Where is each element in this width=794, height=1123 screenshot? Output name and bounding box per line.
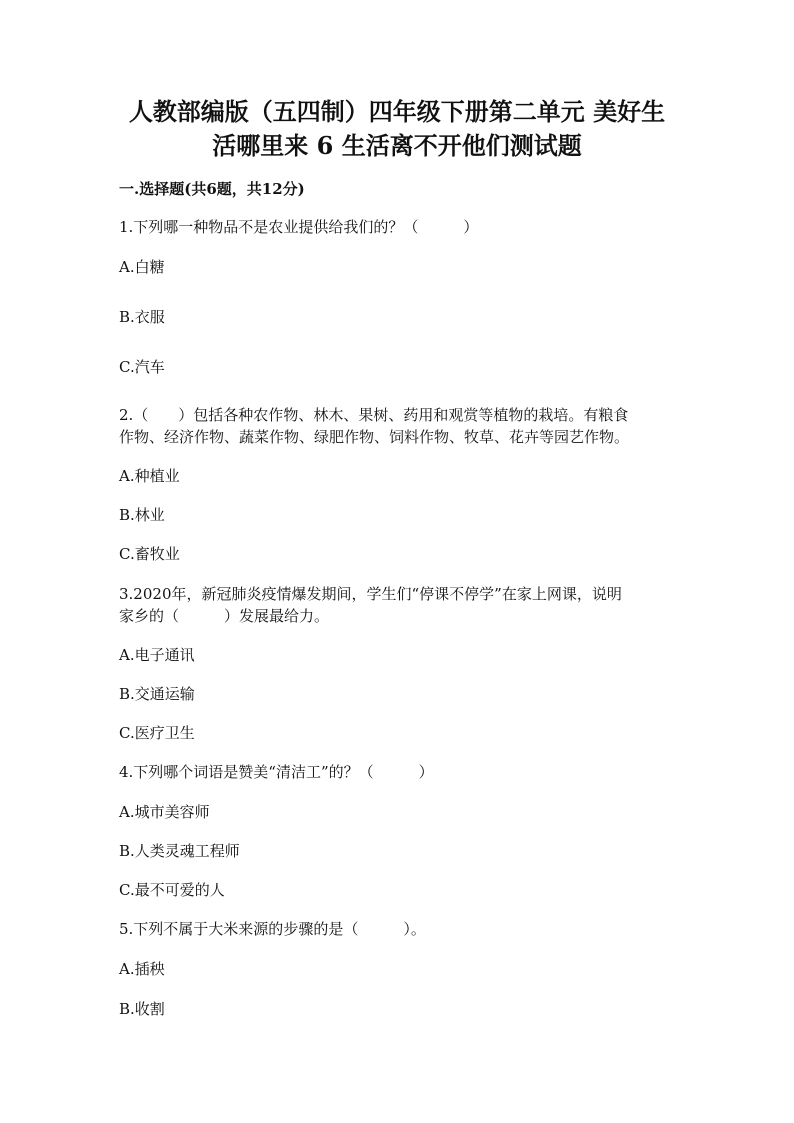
question-1-option-c: C.汽车: [119, 358, 165, 376]
question-3-option-a: A.电子通讯: [119, 646, 195, 664]
question-4-option-a: A.城市美容师: [119, 803, 210, 821]
question-2-text-line-1: 2.（ ）包括各种农作物、林木、果树、药用和观赏等植物的栽培。有粮食: [119, 406, 629, 424]
question-1-text: 1.下列哪一种物品不是农业提供给我们的？（ ）: [119, 218, 479, 236]
question-3-option-b: B.交通运输: [119, 685, 195, 703]
question-2-option-b: B.林业: [119, 506, 165, 524]
question-2-option-c: C.畜牧业: [119, 545, 180, 563]
question-5-option-a: A.插秧: [119, 960, 165, 978]
question-3-option-c: C.医疗卫生: [119, 724, 195, 742]
question-2-text-line-2: 作物、经济作物、蔬菜作物、绿肥作物、饲料作物、牧草、花卉等园艺作物。: [119, 428, 630, 446]
question-3-text-line-1: 3.2020年，新冠肺炎疫情爆发期间，学生们“停课不停学”在家上网课，说明: [119, 585, 622, 603]
question-5-option-b: B.收割: [119, 1000, 165, 1018]
section-heading: 一.选择题(共6题，共12分): [119, 180, 305, 198]
question-1-option-b: B.衣服: [119, 308, 165, 326]
question-4-option-c: C.最不可爱的人: [119, 881, 225, 899]
question-1-option-a: A.白糖: [119, 258, 165, 276]
question-2-option-a: A.种植业: [119, 467, 180, 485]
page-title-line-2: 活哪里来 6 生活离不开他们测试题: [212, 131, 582, 160]
page-title-line-1: 人教部编版（五四制）四年级下册第二单元 美好生: [128, 97, 666, 126]
question-5-text: 5.下列不属于大米来源的步骤的是（ ）。: [119, 920, 426, 938]
question-4-text: 4.下列哪个词语是赞美“清洁工”的？（ ）: [119, 763, 434, 781]
question-3-text-line-2: 家乡的（ ）发展最给力。: [119, 607, 330, 625]
question-4-option-b: B.人类灵魂工程师: [119, 842, 240, 860]
